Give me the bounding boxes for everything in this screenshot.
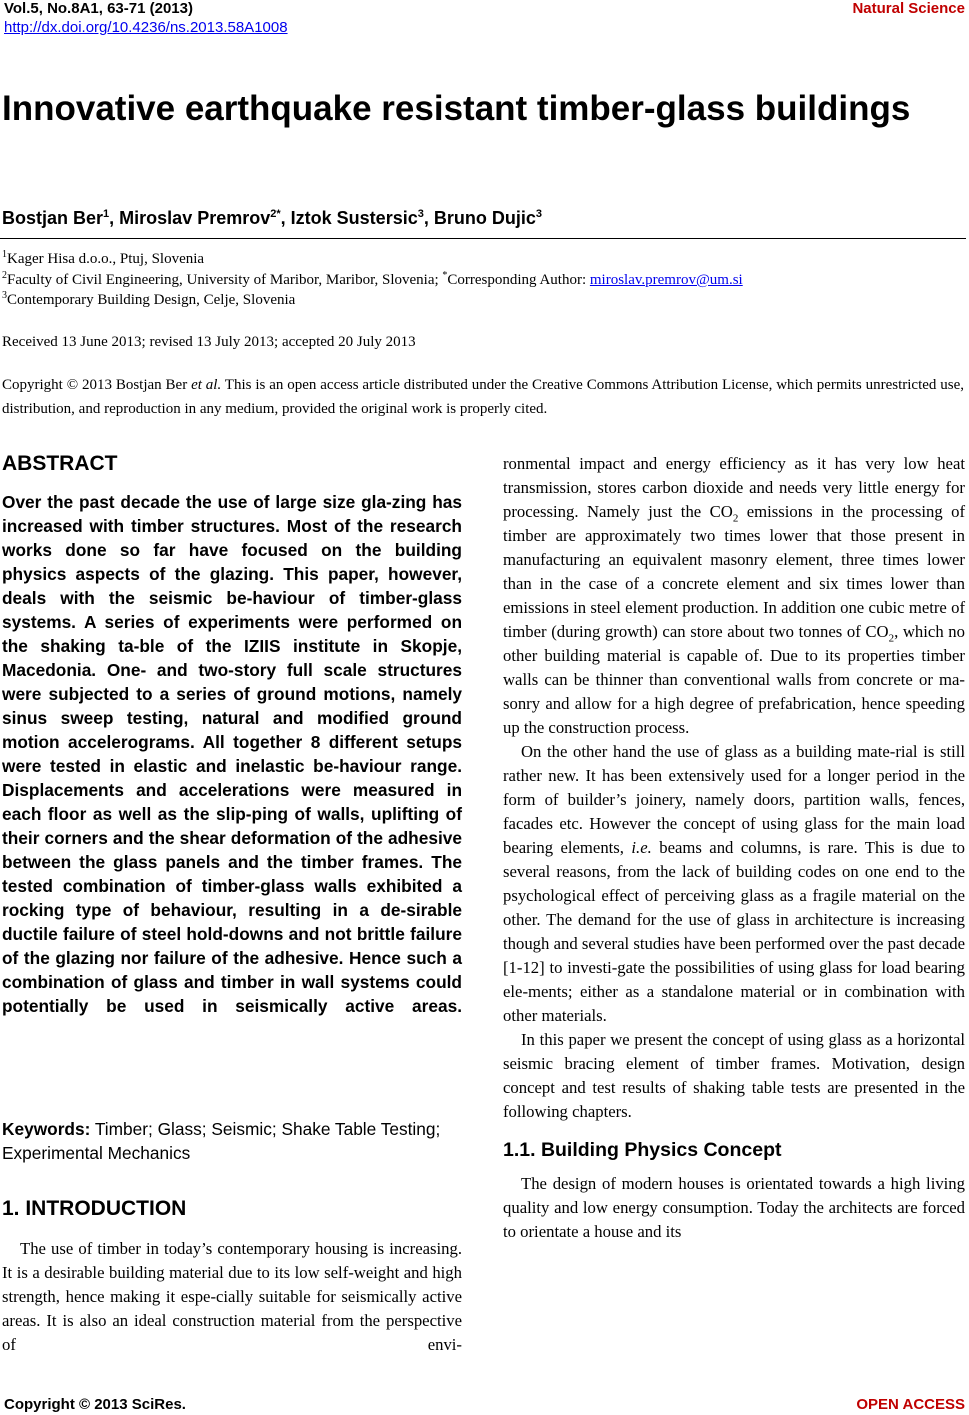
author-sup: 1 (103, 208, 110, 220)
intro-body (2, 1237, 462, 1357)
affiliation-sup: 3 (2, 290, 7, 301)
author-name: Bruno Dujic (433, 208, 536, 228)
affiliation-2 (2, 270, 743, 289)
affiliation-1 (2, 249, 204, 268)
affiliation-sup: 2 (2, 270, 7, 281)
paragraph: The design of modern houses is orientated towards a high living quality and low energy consumption. Today the architects are forced to orientate a house and its (503, 1174, 965, 1241)
author-divider (0, 238, 966, 239)
received-dates: Received 13 June 2013; revised 13 July 2013; accepted 20 July 2013 (2, 334, 416, 350)
author-name: Iztok Sustersic (290, 208, 418, 228)
paragraph: In this paper we present the concept of using glass as a horizontal seismic bracing element of timber frames. Motivation, design concept and test results of shaking table tests are presented in the following chapters. (503, 1030, 965, 1121)
author-sup: 3 (417, 208, 424, 220)
author-sup: 3 (535, 208, 542, 220)
right-column (503, 452, 965, 1244)
copyright-text: Copyright © 2013 Bostjan Ber (2, 377, 192, 393)
paper-title: Innovative earthquake resistant timber-glass buildings (2, 89, 911, 128)
journal-name: Natural Science (852, 0, 965, 17)
paragraph-text: beams and columns, is rare. This is due to several reasons, from the lack of building codes on one end to the psychological effect of perceiving glass as a fragile material on the other. The demand for the use of glass in architecture is increasing though and several studies have been performed over the past decade [1-12] to investi-gate the possibilities of using glass for load bearing ele-ments; either as a standalone material or in combination with other materials. (503, 838, 965, 1025)
keywords-label: Keywords: (2, 1119, 91, 1139)
copyright-etal: et al. (191, 377, 222, 393)
intro-heading: 1. INTRODUCTION (2, 1197, 187, 1220)
author-sup: 2* (270, 208, 281, 220)
journal-volume: Vol.5, No.8A1, 63-71 (2013) (4, 0, 193, 17)
affiliation-text: Faculty of Civil Engineering, University of Maribor, Maribor, Slovenia; (7, 272, 443, 288)
abstract-heading: ABSTRACT (2, 452, 118, 475)
paragraph-text: emissions in the processing of timber are approximately two times lower that those present in manufacturing an equivalent masonry element, three times lower than in the case of a concrete element and six times lower than emissions in steel element production. In addition one cubic metre of timber (during growth) can store about two tonnes of CO (503, 502, 966, 641)
subscript: 2 (732, 512, 739, 525)
paragraph (503, 740, 965, 1028)
abstract-text: Over the past decade the use of large size gla-zing has increased with timber structures. Most of the research works done so far have focused on the building physics aspects of the glazing. This paper, however, deals with the seismic be-haviour of timber-glass systems. A series of experiments were performed on the shaking ta-ble of the IZIIS institute in Skopje, Macedonia. One- and two-story full scale structures were subjected to a series of ground motions, namely sinus sweep testing, natural and modified ground motion accelerograms. All together 8 different setups were tested in elastic and inelastic be-haviour range. Displacements and accelerations were measured in each floor as well as the slip-ping of walls, uplifting of their corners and the shear deformation of the adhesive between the glass panels and the timber frames. The tested combination of timber-glass walls exhibited a rocking type of behaviour, resulting in a de-sirable ductile failure of steel hold-downs and not brittle failure of the glazing nor failure of the adhesive. Hence such a combination of glass and timber in wall systems could potentially be used in seismically active areas. (2, 492, 462, 1016)
corresponding-sup: * (442, 270, 448, 281)
affiliation-text: Kager Hisa d.o.o., Ptuj, Slovenia (7, 251, 205, 267)
author-name: Miroslav Premrov (119, 208, 271, 228)
footer-copyright: Copyright © 2013 SciRes. (4, 1396, 186, 1413)
keywords (2, 1117, 462, 1165)
corresponding-label: Corresponding Author: (447, 272, 590, 288)
paragraph-text: On the other hand the use of glass as a building mate-rial is still rather new. It has been extensively used for a longer period in the form of builder’s joinery, namely doors, partition walls, fences, facades etc. However the concept of using glass for the main load bearing elements, (503, 742, 965, 857)
affiliation-3 (2, 290, 295, 309)
keywords-text: Timber; Glass; Seismic; Shake Table Testing; Experimental Mechanics (2, 1119, 441, 1163)
subscript: 2 (888, 632, 895, 645)
author-list: Bostjan Ber$^1$, Miroslav Premrov$^{2*}$, Iztok Sustersic$^3$, Bruno Dujic$^3$ (2, 208, 542, 228)
copyright-license-text: This is an open access article distributed under the Creative Commons Attribution License, which permits unrestricted use, distribution, and reproduction in any medium, provided the original work is properly cited. (2, 377, 965, 417)
paragraph-text: ronmental impact and energy efficiency as it has very low heat transmission, stores carbon dioxide and needs very little energy for processing. Namely just the CO (503, 454, 965, 521)
affiliation-sup: 1 (2, 249, 7, 260)
paragraph-text: , which no other building material is capable of. Due to its properties timber walls can be thinner than conventional walls from concrete or ma-sonry and allow for a high degree of prefabrication, hence speeding up the construction process. (503, 622, 965, 737)
doi-link[interactable]: http://dx.doi.org/10.4236/ns.2013.58A1008 (4, 19, 288, 36)
italic-ie: i.e. (631, 838, 652, 857)
paragraph (503, 452, 965, 740)
subsection-heading: 1.1. Building Physics Concept (503, 1139, 782, 1161)
corresponding-email-link[interactable]: miroslav.premrov@um.si (589, 272, 743, 288)
copyright-notice (2, 373, 964, 421)
paragraph: The use of timber in today’s contemporary housing is increasing. It is a desirable building material due to its low self-weight and high strength, hence making it espe-cially suitable for seismically active areas. It is also an ideal construction material from the perspective of envi- (2, 1239, 462, 1354)
affiliation-text: Contemporary Building Design, Celje, Slovenia (7, 292, 296, 308)
open-access-label: OPEN ACCESS (856, 1396, 965, 1413)
author-name: Bostjan Ber (2, 208, 104, 228)
